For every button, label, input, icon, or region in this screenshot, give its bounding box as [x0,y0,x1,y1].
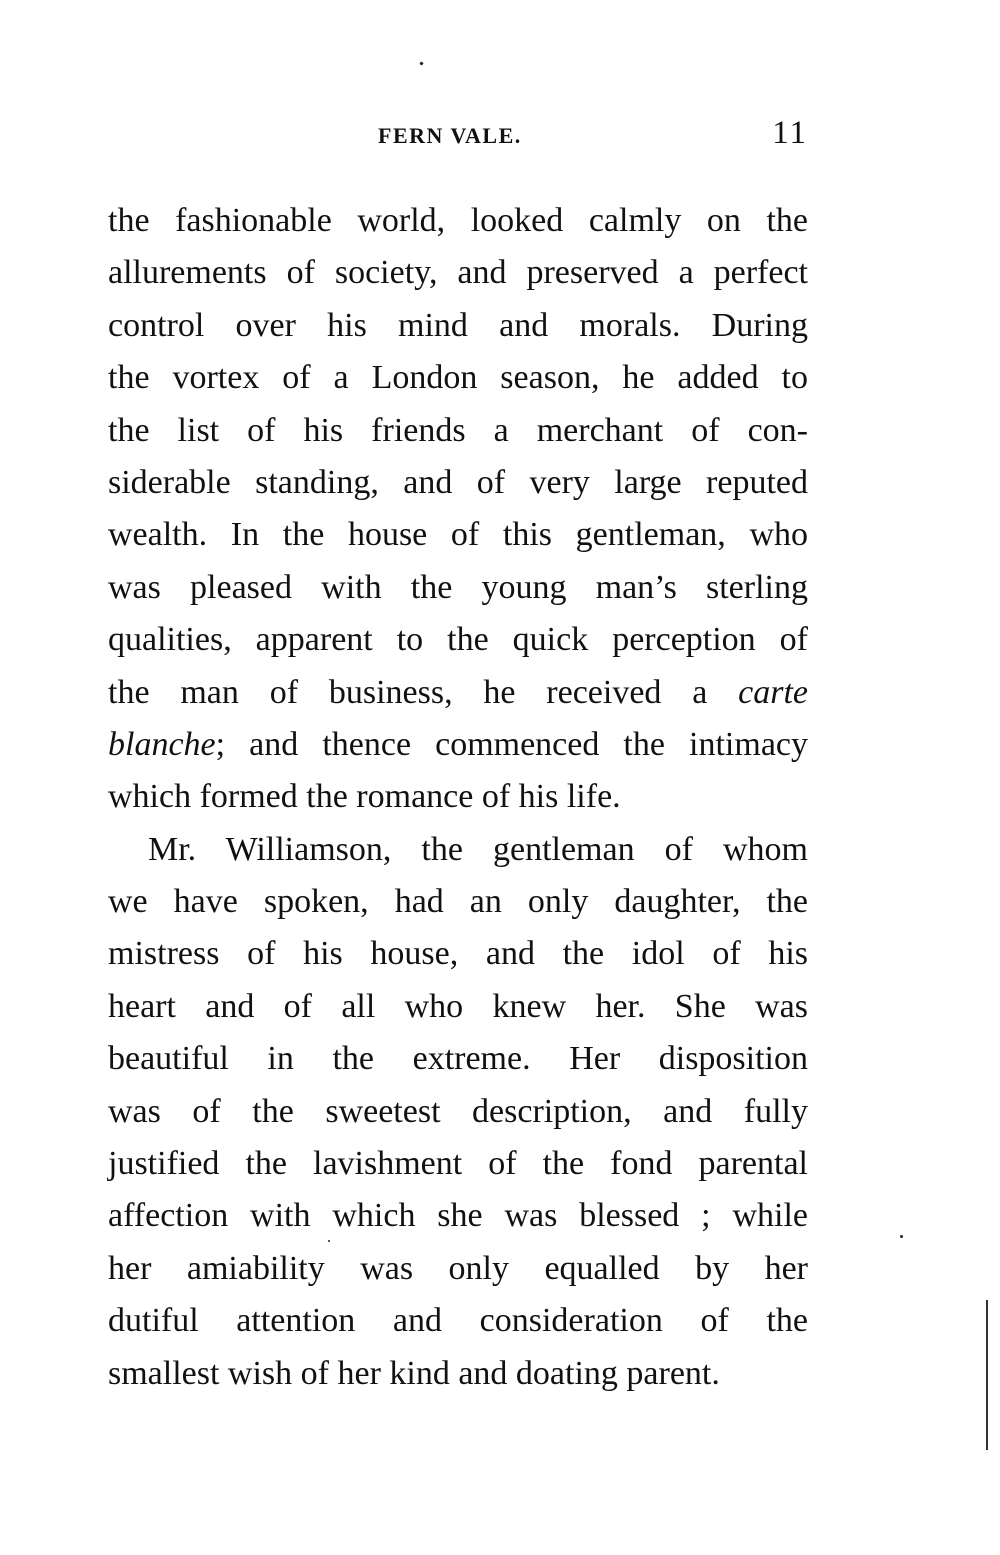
text-line: was of the sweetest description, and fully [108,1092,808,1130]
page-number: 11 [772,115,808,151]
text-line: wealth. In the house of this gentleman, who [108,516,808,554]
ink-speck [419,61,423,65]
running-title: FERN VALE. [378,123,522,148]
text-line: Mr. Williamson, the gentleman of whom [148,830,808,868]
text-line: control over his mind and morals. During [108,306,808,344]
italic-phrase: blanche [108,725,216,763]
text-segment: the man of business, he received a [108,673,708,711]
text-line: dutiful attention and consideration of the [108,1302,808,1340]
text-line: justified the lavishment of the fond parental [108,1145,808,1183]
text-line: the list of his friends a merchant of con- [108,411,808,449]
text-line: allurements of society, and preserved a perfect [108,254,808,292]
text-line: heart and of all who knew her. She was [108,987,808,1025]
text-line: the vortex of a London season, he added to [108,359,808,397]
text-line: mistress of his house, and the idol of his [108,935,808,973]
text-line: the fashionable world, looked calmly on the [108,202,808,239]
text-line: her amiability was only equalled by her [108,1249,808,1287]
text-line: smallest wish of her kind and doating parent. [108,1354,720,1392]
page-edge-line [986,1300,988,1450]
text-line-mixed [108,719,808,771]
text-line: was pleased with the young man’s sterling [108,568,808,606]
body-text [108,195,808,1400]
text-line: affection with which she was blessed ; while [108,1197,808,1235]
text-segment: ; and thence commenced the intimacy [215,725,808,763]
text-line: we have spoken, had an only daughter, the [108,883,808,921]
text-line: which formed the romance of his life. [108,778,621,816]
italic-phrase: carte [738,673,808,711]
text-line: qualities, apparent to the quick perception of [108,621,808,659]
ink-speck [900,1235,903,1238]
text-line: siderable standing, and of very large reputed [108,463,808,501]
running-head [108,115,808,155]
text-line-mixed [108,667,808,719]
text-line: beautiful in the extreme. Her disposition [108,1040,808,1078]
